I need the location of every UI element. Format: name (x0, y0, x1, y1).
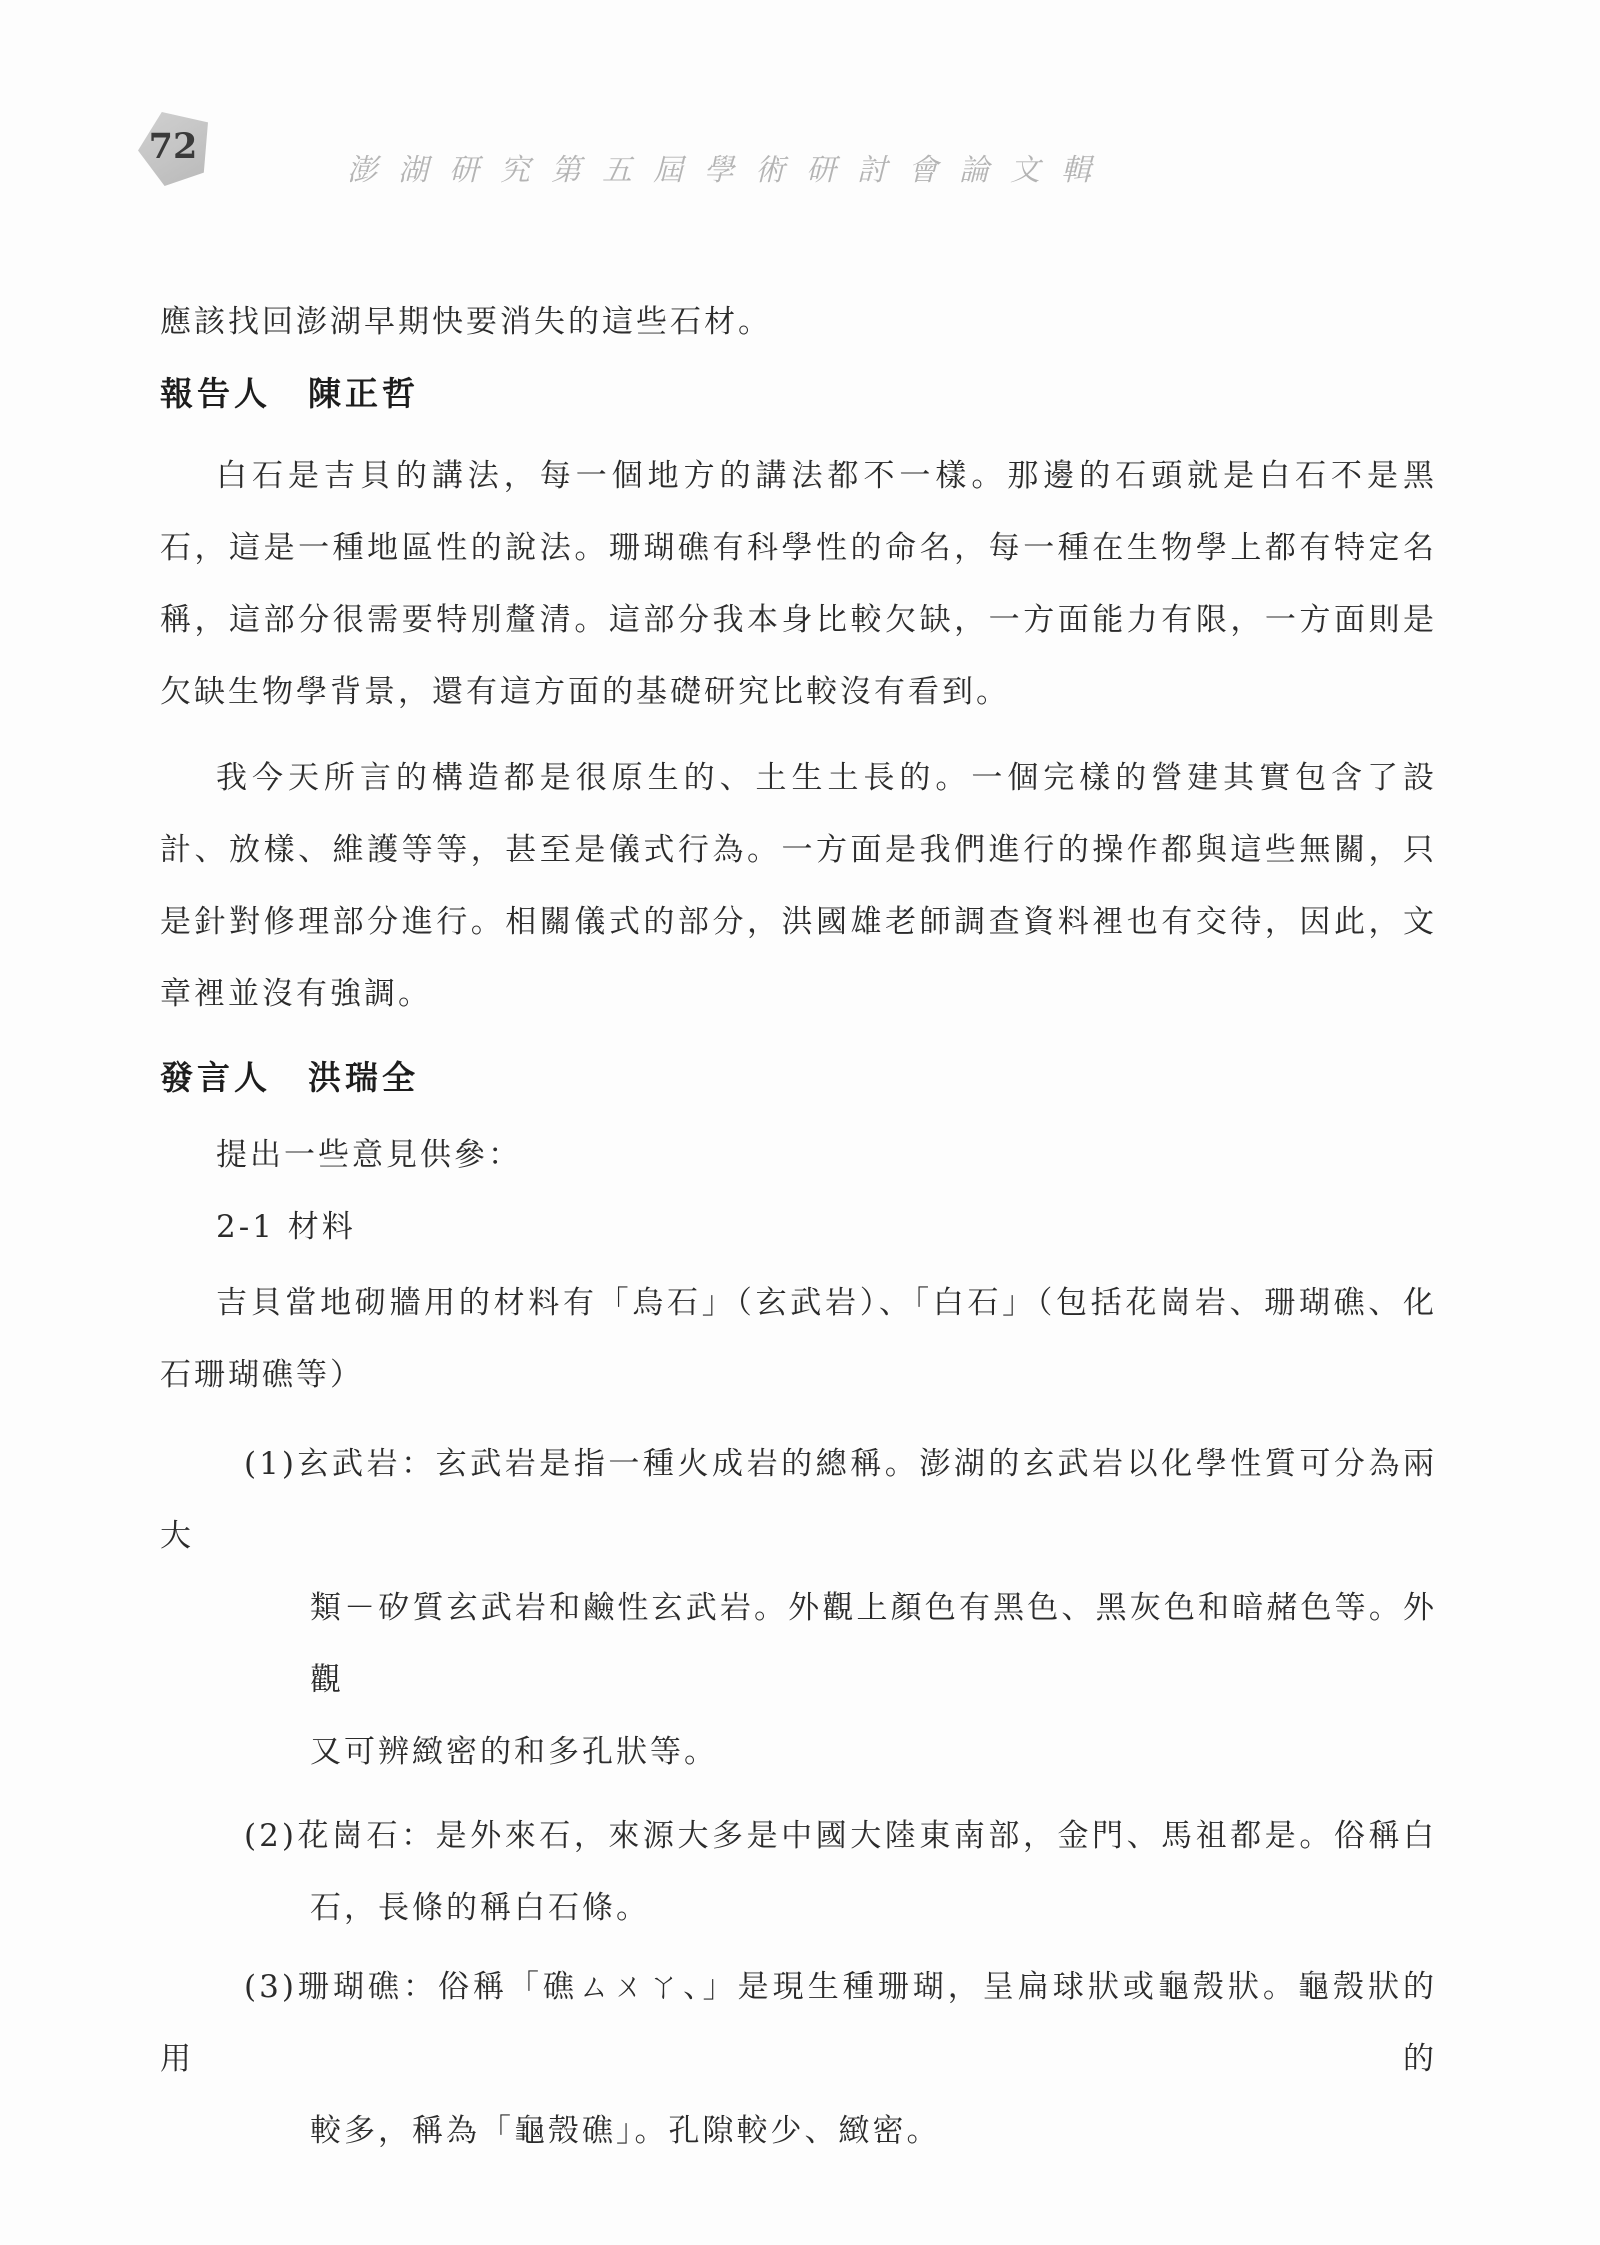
text-line: 是針對修理部分進行。相關儀式的部分，洪國雄老師調查資料裡也有交待，因此，文 (160, 904, 1437, 940)
subsection-label (160, 1191, 1437, 1263)
reporter-paragraph-1 (160, 440, 1437, 728)
text-line: 白石是吉貝的講法，每一個地方的講法都不一樣。那邊的石頭就是白石不是黑 (216, 458, 1437, 494)
text-line: 章裡並沒有強調。 (160, 976, 432, 1012)
page-body (160, 286, 1437, 2167)
text-line: 欠缺生物學背景，還有這方面的基礎研究比較沒有看到。 (160, 674, 1010, 710)
text-line: 2-1 材料 (216, 1209, 356, 1245)
text-line: 石，這是一種地區性的說法。珊瑚礁有科學性的命名，每一種在生物學上都有特定名 (160, 530, 1437, 566)
text-line: 較多，稱為「龜殼礁」。孔隙較少、緻密。 (310, 2113, 941, 2149)
text-line: 計、放樣、維護等等，甚至是儀式行為。一方面是我們進行的操作都與這些無關，只 (160, 832, 1437, 868)
list-item-basalt (160, 1428, 1437, 1788)
list-item-granite (160, 1800, 1437, 1944)
page-number-badge (138, 112, 208, 186)
text-line: 提出一些意見供參： (216, 1137, 522, 1173)
comment-lead-line (160, 1119, 1437, 1191)
text-line: 類－矽質玄武岩和鹼性玄武岩。外觀上顏色有黑色、黑灰色和暗赭色等。外觀 (310, 1590, 1437, 1698)
page-number: 72 (148, 126, 198, 167)
list-item-coral-reef (160, 1951, 1437, 2167)
text-line: 應該找回澎湖早期快要消失的這些石材。 (160, 304, 772, 340)
speaker-heading-commenter: 發言人 洪瑞全 (160, 1058, 419, 1097)
speaker-heading-reporter: 報告人 陳正哲 (160, 374, 419, 413)
text-line: 吉貝當地砌牆用的材料有「烏石」（玄武岩）、「白石」（包括花崗岩、珊瑚礁、化 (216, 1285, 1437, 1321)
text-line: 石，長條的稱白石條。 (310, 1890, 650, 1926)
text-line: 稱，這部分很需要特別釐清。這部分我本身比較欠缺，一方面能力有限，一方面則是 (160, 602, 1437, 638)
text-line: 又可辨緻密的和多孔狀等。 (310, 1734, 718, 1770)
proceedings-title: 澎湖研究第五屆學術研討會論文輯 (347, 153, 1112, 188)
intro-paragraph (160, 286, 1437, 358)
page-header (0, 0, 1600, 220)
text-line: (1)玄武岩：玄武岩是指一種火成岩的總稱。澎湖的玄武岩以化學性質可分為兩大 (160, 1446, 1437, 1554)
materials-paragraph (160, 1267, 1437, 1411)
text-line: 石珊瑚礁等） (160, 1357, 364, 1393)
text-line: 我今天所言的構造都是很原生的、土生土長的。一個完樣的營建其實包含了設 (216, 760, 1437, 796)
reporter-paragraph-2 (160, 742, 1437, 1030)
text-line: (2)花崗石：是外來石，來源大多是中國大陸東南部，金門、馬祖都是。俗稱白 (244, 1818, 1437, 1854)
text-line: (3)珊瑚礁：俗稱「礁ㄙㄨㄚ、」是現生種珊瑚，呈扁球狀或龜殼狀。龜殼狀的用的 (160, 1969, 1437, 2077)
